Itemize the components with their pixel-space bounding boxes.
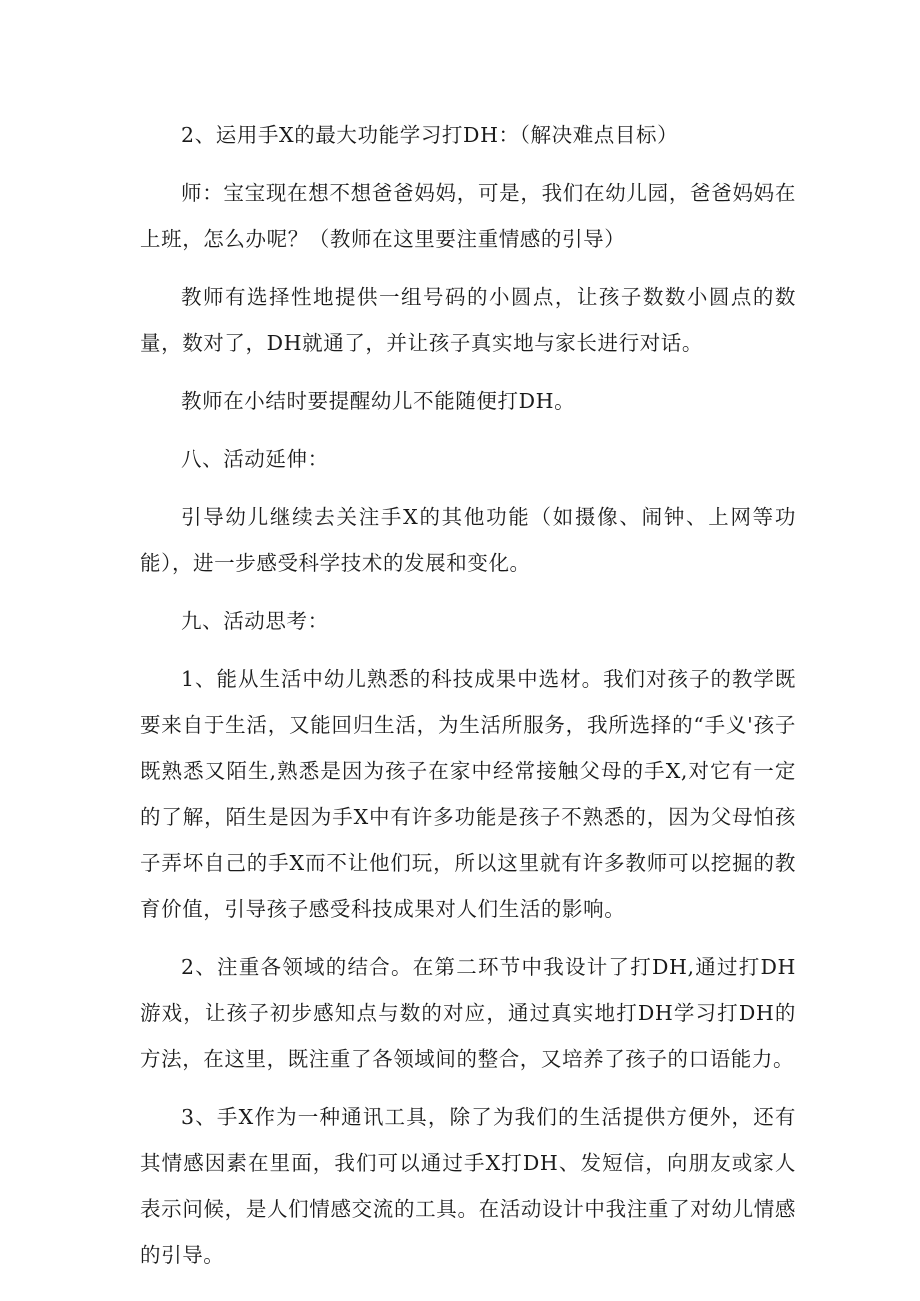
- paragraph-teacher-question: 师：宝宝现在想不想爸爸妈妈，可是，我们在幼儿园，爸爸妈妈在上班，怎么办呢？（教师在这里要注重情感的引导）: [140, 181, 796, 251]
- paragraph-dots-activity: 教师有选择性地提供一组号码的小圆点，让孩子数数小圆点的数量，数对了，DH就通了，并让孩子真实地与家长进行对话。: [140, 285, 796, 355]
- paragraph-reflection-1: 1、能从生活中幼儿熟悉的科技成果中选材。我们对孩子的教学既要来自于生活，又能回归生活，为生活所服务，我所选择的“手义'孩子既熟悉又陌生,熟悉是因为孩子在家中经常接触父母的手X,对它有一定的了解，陌生是因为手X中有许多功能是孩子不熟悉的，因为父母怕孩子弄坏自己的手X而不让他们玩，所以这里就有许多教师可以挖掘的教育价值，引导孩子感受科技成果对人们生活的影响。: [140, 667, 796, 921]
- section-heading-reflection: 九、活动思考：: [181, 609, 329, 633]
- paragraph-extension: 引导幼儿继续去关注手X的其他功能（如摄像、闹钟、上网等功能），进一步感受科学技术的发展和变化。: [140, 505, 796, 575]
- document-body: [140, 112, 796, 1290]
- section-heading-extension: 八、活动延伸：: [181, 447, 329, 471]
- paragraph-summary-reminder: 教师在小结时要提醒幼儿不能随便打DH。: [181, 389, 576, 413]
- paragraph-method-step-2: 2、运用手X的最大功能学习打DH：（解决难点目标）: [181, 123, 679, 147]
- paragraph-reflection-3: 3、手X作为一种通讯工具，除了为我们的生活提供方便外，还有其情感因素在里面，我们可以通过手X打DH、发短信，向朋友或家人表示问候，是人们情感交流的工具。在活动设计中我注重了对幼儿情感的引导。: [140, 1105, 796, 1267]
- paragraph-reflection-2: 2、注重各领域的结合。在第二环节中我设计了打DH,通过打DH游戏，让孩子初步感知点与数的对应，通过真实地打DH学习打DH的方法，在这里，既注重了各领域间的整合，又培养了孩子的口语能力。: [140, 955, 796, 1071]
